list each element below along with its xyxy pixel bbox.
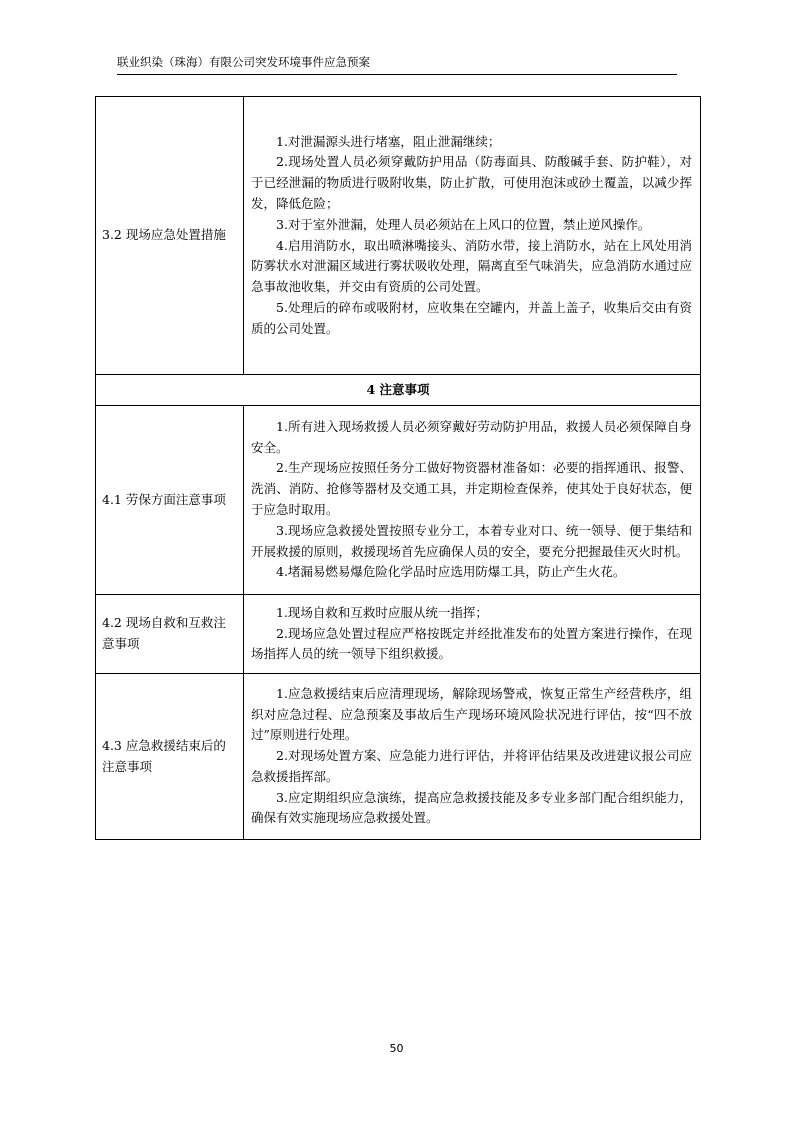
row-content-3-2 xyxy=(244,97,701,375)
section-title: 4 注意事项 xyxy=(96,375,701,406)
row-content-4-2 xyxy=(244,595,701,674)
list-item: 1.所有进入现场救援人员必须穿戴好劳动防护用品，救援人员必须保障自身安全。 xyxy=(251,418,692,455)
list-item: 5.处理后的碎布或吸附材，应收集在空罐内，并盖上盖子，收集后交由有资质的公司处置。 xyxy=(251,299,692,336)
table-row xyxy=(96,97,701,375)
row-label-4-1: 4.1 劳保方面注意事项 xyxy=(96,406,244,595)
row-content-4-1 xyxy=(244,406,701,595)
list-item: 2.现场应急处置过程应严格按既定并经批准发布的处置方案进行操作，在现场指挥人员的统一领导下组织救援。 xyxy=(251,625,692,662)
list-item: 1.现场自救和互救时应服从统一指挥； xyxy=(276,604,488,620)
list-item: 4.启用消防水，取出喷淋嘴接头、消防水带，接上消防水，站在上风处用消防雾状水对泄漏区域进行雾状吸收处理，隔离直至气味消失，应急消防水通过应急事故池收集，并交由有资质的公司处置。 xyxy=(251,237,692,295)
list-item: 3.现场应急救援处置按照专业分工，本着专业对口、统一领导、便于集结和开展救援的原则，救援现场首先应确保人员的安全，要充分把握最佳灭火时机。 xyxy=(251,522,692,559)
table-row xyxy=(96,674,701,840)
page-number: 50 xyxy=(389,1042,404,1055)
list-item: 1.应急救援结束后应清理现场，解除现场警戒，恢复正常生产经营秩序，组织对应急过程、应急预案及事故后生产现场环境风险状况进行评估，按“四不放过”原则进行处理。 xyxy=(251,685,692,743)
row-label-3-2: 3.2 现场应急处置措施 xyxy=(96,97,244,375)
list-item: 3.应定期组织应急演练，提高应急救援技能及多专业多部门配合组织能力，确保有效实施现场应急救援处置。 xyxy=(251,789,692,826)
list-item: 4.堵漏易燃易爆危险化学品时应选用防爆工具，防止产生火花。 xyxy=(276,564,626,580)
page-header xyxy=(117,54,677,75)
table-row xyxy=(96,406,701,595)
list-item: 2.现场处置人员必须穿戴防护用品（防毒面具、防酸碱手套、防护鞋），对于已经泄漏的物质进行吸附收集，防止扩散，可使用泡沫或砂土覆盖，以减少挥发，降低危险； xyxy=(251,154,692,211)
list-item: 2.对现场处置方案、应急能力进行评估，并将评估结果及改进建议报公司应急救援指挥部。 xyxy=(251,748,692,784)
list-item: 3.对于室外泄漏，处理人员必须站在上风口的位置，禁止逆风操作。 xyxy=(276,216,651,232)
row-label-4-2: 4.2 现场自救和互救注意事项 xyxy=(96,595,244,674)
list-item: 2.生产现场应按照任务分工做好物资器材准备如：必要的指挥通讯、报警、洗消、消防、抢修等器材及交通工具，并定期检查保养，使其处于良好状态，便于应急时取用。 xyxy=(251,460,692,517)
table-row xyxy=(96,595,701,674)
row-content-4-3 xyxy=(244,674,701,840)
row-label-4-3: 4.3 应急救援结束后的注意事项 xyxy=(96,674,244,840)
emergency-plan-table xyxy=(95,96,701,840)
list-item: 1.对泄漏源头进行堵塞，阻止泄漏继续； xyxy=(276,133,501,149)
document-title: 联业织染（珠海）有限公司突发环境事件应急预案 xyxy=(117,55,370,69)
section-header-row xyxy=(96,375,701,406)
